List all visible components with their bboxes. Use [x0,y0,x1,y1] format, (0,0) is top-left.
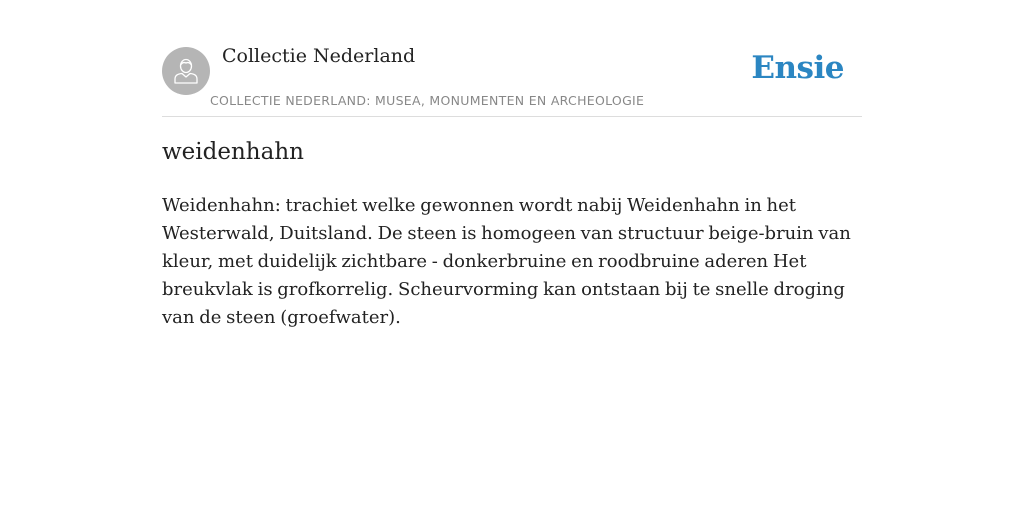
author-subtitle: COLLECTIE NEDERLAND: MUSEA, MONUMENTEN EN ARCHEOLOGIE [210,93,645,108]
content-card [162,0,862,328]
header [162,0,862,117]
user-icon [171,56,201,86]
page-title: weidenhahn [162,139,304,165]
avatar[interactable] [162,47,210,95]
author-name[interactable]: Collectie Nederland [222,45,416,67]
ensie-logo[interactable]: Ensie [751,50,844,86]
article-body: Weidenhahn: trachiet welke gewonnen wordt nabij Weidenhahn in het Westerwald, Duitsland. De steen is homogeen van structuur beige-bruin van kleur, met duidelijk zichtbare - donkerbruine en roodbruine aderen Het breukvlak is grofkorrelig. Scheurvorming kan ontstaan bij te snelle droging van de steen (groefwater). [162,195,851,328]
